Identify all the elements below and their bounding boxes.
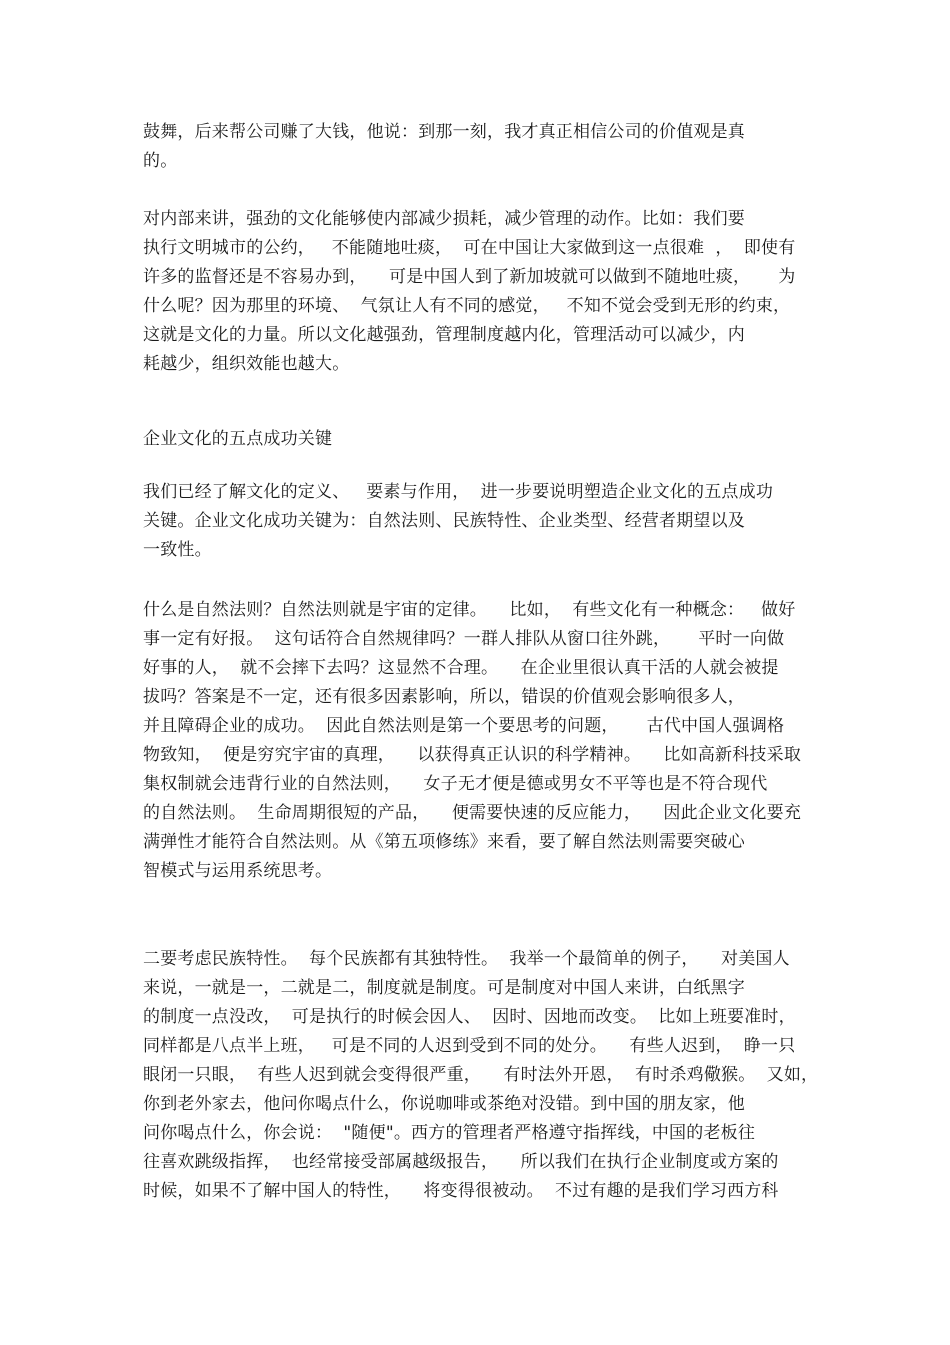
paragraph-3 bbox=[143, 478, 823, 565]
text-line: 同样都是八点半上班， 可是不同的人迟到受到不同的处分。 有些人迟到， 睁一只 bbox=[143, 1036, 796, 1056]
text-line: 好事的人， 就不会摔下去吗？这显然不合理。 在企业里很认真干活的人就会被提 bbox=[143, 658, 779, 678]
section-heading bbox=[143, 425, 823, 454]
text-line: 我们已经了解文化的定义、 要素与作用， 进一步要说明塑造企业文化的五点成功 bbox=[143, 482, 774, 502]
text-line: 并且障碍企业的成功。 因此自然法则是第一个要思考的问题， 古代中国人强调格 bbox=[143, 716, 785, 736]
text-line: 物致知， 便是穷究宇宙的真理， 以获得真正认识的科学精神。 比如高新科技采取 bbox=[143, 745, 802, 765]
text-line: 的制度一点没改， 可是执行的时候会因人、 因时、因地而改变。 比如上班要准时， bbox=[143, 1007, 796, 1027]
text-line: 集权制就会违背行业的自然法则， 女子无才便是德或男女不平等也是不符合现代 bbox=[143, 774, 768, 794]
text-line: 来说，一就是一，二就是二，制度就是制度。可是制度对中国人来讲，白纸黑字 bbox=[143, 978, 745, 998]
text-line: 执行文明城市的公约， 不能随地吐痰， 可在中国让大家做到这一点很难 ， 即使有 bbox=[143, 238, 796, 258]
text-line: 的。 bbox=[143, 151, 178, 171]
text-line: 时候，如果不了解中国人的特性， 将变得很被动。 不过有趣的是我们学习西方科 bbox=[143, 1181, 779, 1201]
text-line: 许多的监督还是不容易办到， 可是中国人到了新加坡就可以做到不随地吐痰， 为 bbox=[143, 267, 796, 287]
text-line: 耗越少，组织效能也越大。 bbox=[143, 354, 350, 374]
text-line: 对内部来讲，强劲的文化能够使内部减少损耗，减少管理的动作。比如：我们要 bbox=[143, 209, 745, 229]
paragraph-4 bbox=[143, 596, 823, 886]
text-line: 这就是文化的力量。所以文化越强劲，管理制度越内化，管理活动可以减少，内 bbox=[143, 325, 745, 345]
paragraph-5 bbox=[143, 945, 823, 1206]
text-line: 鼓舞，后来帮公司赚了大钱，他说：到那一刻，我才真正相信公司的价值观是真 bbox=[143, 122, 745, 142]
paragraph-1 bbox=[143, 118, 823, 176]
text-line: 往喜欢跳级指挥， 也经常接受部属越级报告， 所以我们在执行企业制度或方案的 bbox=[143, 1152, 779, 1172]
text-line: 眼闭一只眼， 有些人迟到就会变得很严重， 有时法外开恩， 有时杀鸡儆猴。 又如， bbox=[143, 1065, 819, 1085]
text-line: 什么是自然法则？自然法则就是宇宙的定律。 比如， 有些文化有一种概念： 做好 bbox=[143, 600, 796, 620]
paragraph-2 bbox=[143, 205, 823, 379]
text-line: 什么呢？因为那里的环境、 气氛让人有不同的感觉， 不知不觉会受到无形的约束， bbox=[143, 296, 791, 316]
text-line: 问你喝点什么，你会说： "随便"。西方的管理者严格遵守指挥线，中国的老板往 bbox=[143, 1123, 756, 1143]
text-line: 关键。企业文化成功关键为：自然法则、民族特性、企业类型、经营者期望以及 bbox=[143, 511, 745, 531]
heading-line: 企业文化的五点成功关键 bbox=[143, 429, 333, 449]
text-line: 智模式与运用系统思考。 bbox=[143, 861, 333, 881]
text-line: 的自然法则。 生命周期很短的产品， 便需要快速的反应能力， 因此企业文化要充 bbox=[143, 803, 802, 823]
text-line: 拔吗？答案是不一定，还有很多因素影响，所以，错误的价值观会影响很多人， bbox=[143, 687, 745, 707]
text-line: 你到老外家去，他问你喝点什么，你说咖啡或茶绝对没错。到中国的朋友家，他 bbox=[143, 1094, 745, 1114]
text-line: 满弹性才能符合自然法则。从《第五项修练》来看，要了解自然法则需要突破心 bbox=[143, 832, 745, 852]
text-line: 一致性。 bbox=[143, 540, 212, 560]
text-line: 二要考虑民族特性。 每个民族都有其独特性。 我举一个最简单的例子， 对美国人 bbox=[143, 949, 790, 969]
text-line: 事一定有好报。 这句话符合自然规律吗？一群人排队从窗口往外跳， 平时一向做 bbox=[143, 629, 785, 649]
